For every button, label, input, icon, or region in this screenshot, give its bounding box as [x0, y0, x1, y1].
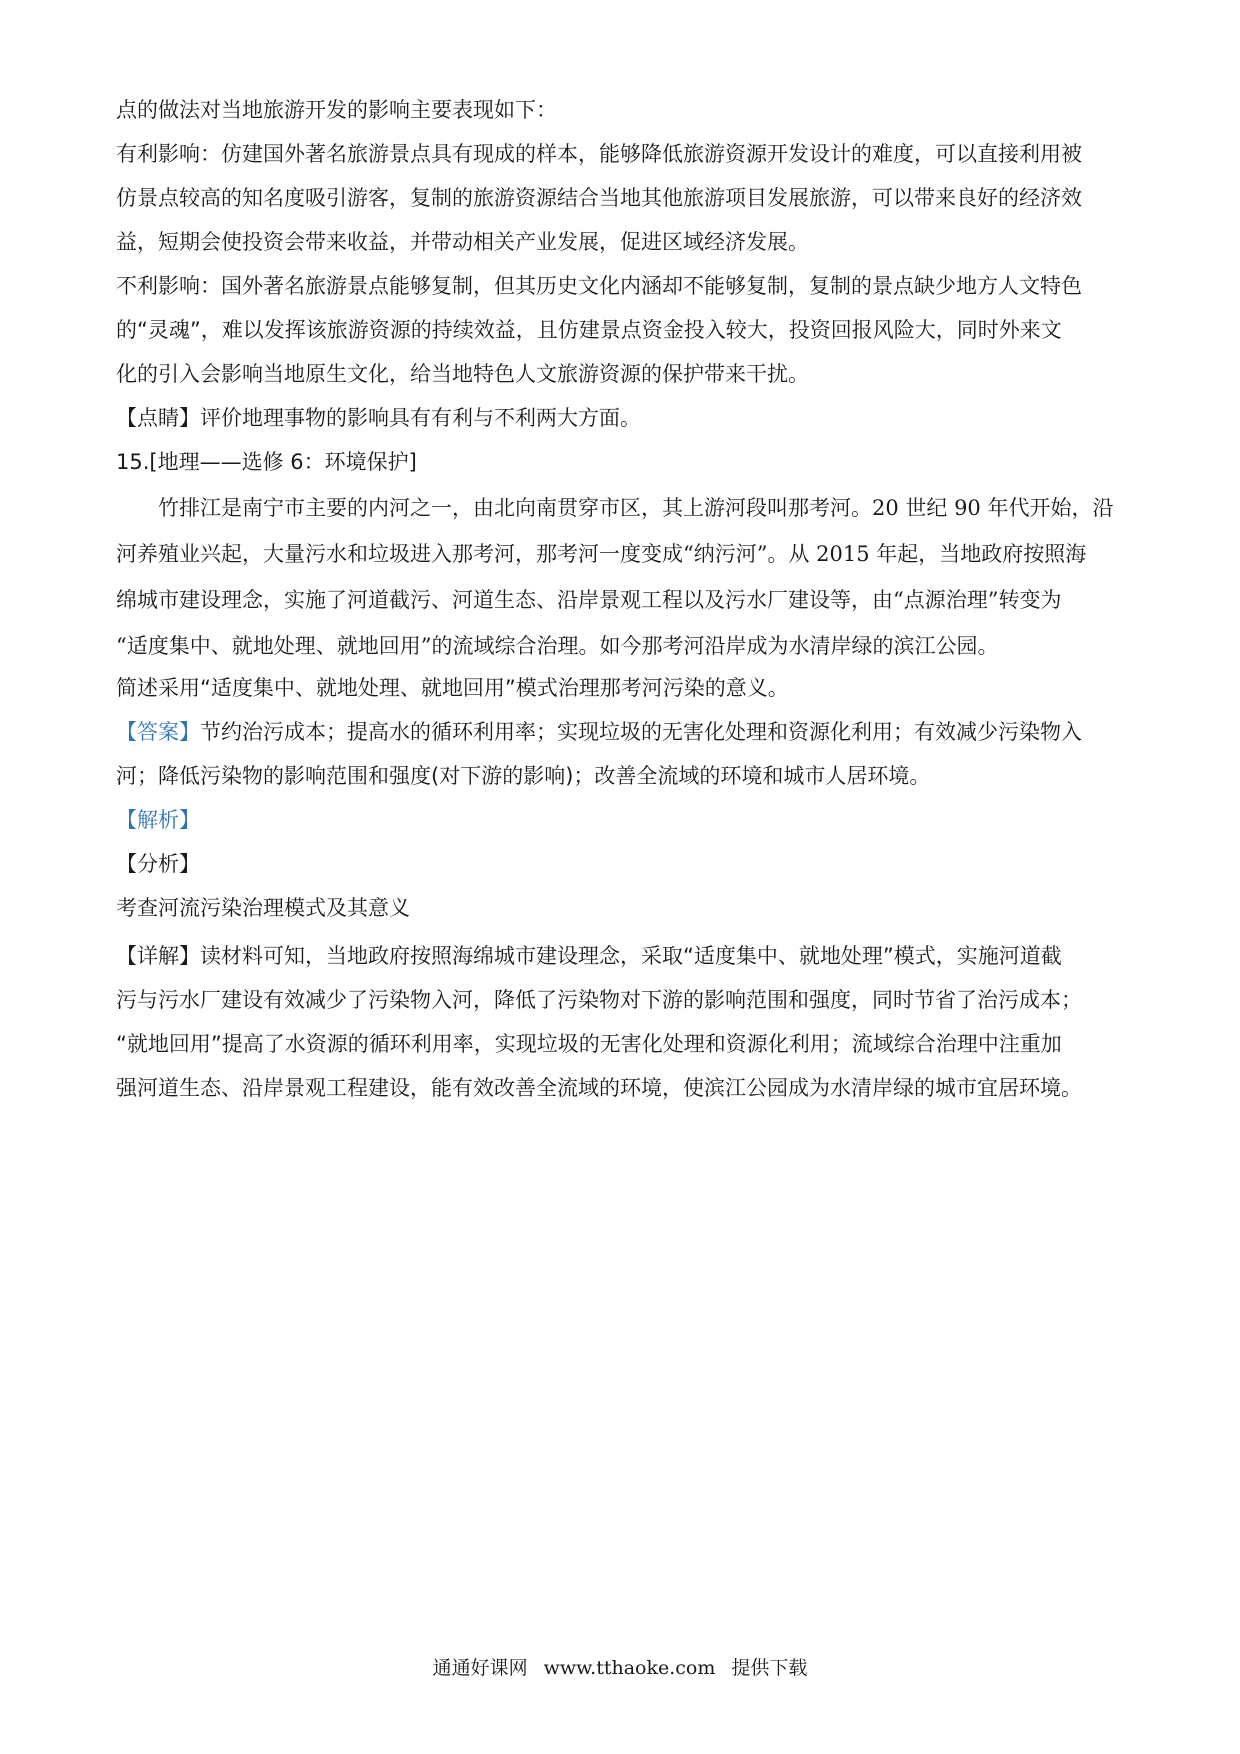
footer-suffix: 提供下载: [731, 1657, 808, 1679]
material-line-2: 河养殖业兴起，大量污水和垃圾进入那考河，那考河一度变成“纳污河”。从 2015 年起，当地政府按照海: [116, 542, 1087, 566]
question-prompt: 简述采用“适度集中、就地处理、就地回用”模式治理那考河污染的意义。: [116, 676, 789, 700]
tip-paragraph: 【点睛】评价地理事物的影响具有有利与不利两大方面。: [116, 406, 641, 430]
positive-impact-line-1: 有利影响：仿建国外著名旅游景点具有现成的样本，能够降低旅游资源开发设计的难度，可以直接利用被: [116, 142, 1082, 166]
detail-line-2: 污与污水厂建设有效减少了污染物入河，降低了污染物对下游的影响范围和强度，同时节省了治污成本；: [116, 988, 1082, 1012]
footer-url[interactable]: www.tthaoke.com: [543, 1657, 716, 1679]
negative-impact-line-3: 化的引入会影响当地原生文化，给当地特色人文旅游资源的保护带来干扰。: [116, 362, 809, 386]
answer-line-1: [116, 717, 1136, 747]
answer-line-2: 河；降低污染物的影响范围和强度(对下游的影响)；改善全流域的环境和城市人居环境。: [116, 764, 931, 788]
question-15-heading: 15.[地理——选修 6：环境保护]: [116, 450, 417, 474]
negative-impact-line-1: 不利影响：国外著名旅游景点能够复制，但其历史文化内涵却不能够复制，复制的景点缺少地方人文特色: [116, 274, 1082, 298]
page-footer: [0, 1655, 1240, 1681]
material-line-3: 绵城市建设理念，实施了河道截污、河道生态、沿岸景观工程以及污水厂建设等，由“点源治理”转变为: [116, 588, 1062, 612]
fenxi-text: 考查河流污染治理模式及其意义: [116, 896, 410, 920]
detail-line-1: 【详解】读材料可知，当地政府按照海绵城市建设理念，采取“适度集中、就地处理”模式，实施河道截: [116, 944, 1062, 968]
section14-intro: 点的做法对当地旅游开发的影响主要表现如下：: [116, 98, 557, 122]
negative-impact-line-2: 的“灵魂”，难以发挥该旅游资源的持续效益，且仿建景点资金投入较大，投资回报风险大，同时外来文: [116, 318, 1062, 342]
material-line-4: “适度集中、就地处理、就地回用”的流域综合治理。如今那考河沿岸成为水清岸绿的滨江公园。: [116, 634, 999, 658]
footer-site-name: 通通好课网: [432, 1657, 528, 1679]
answer-label: 【答案】: [116, 720, 200, 744]
positive-impact-line-2: 仿景点较高的知名度吸引游客，复制的旅游资源结合当地其他旅游项目发展旅游，可以带来良好的经济效: [116, 186, 1082, 210]
detail-line-4: 强河道生态、沿岸景观工程建设，能有效改善全流域的环境，使滨江公园成为水清岸绿的城市宜居环境。: [116, 1076, 1082, 1100]
positive-impact-line-3: 益，短期会使投资会带来收益，并带动相关产业发展，促进区域经济发展。: [116, 230, 809, 254]
answer-text-1: 节约治污成本；提高水的循环利用率；实现垃圾的无害化处理和资源化利用；有效减少污染物入: [200, 720, 1082, 744]
detail-line-3: “就地回用”提高了水资源的循环利用率，实现垃圾的无害化处理和资源化利用；流域综合治理中注重加: [116, 1032, 1062, 1056]
analysis-label: 【解析】: [116, 808, 200, 832]
fenxi-label: 【分析】: [116, 852, 200, 876]
material-line-1: 竹排江是南宁市主要的内河之一，由北向南贯穿市区，其上游河段叫那考河。20 世纪 90 年代开始，沿: [158, 496, 1114, 520]
